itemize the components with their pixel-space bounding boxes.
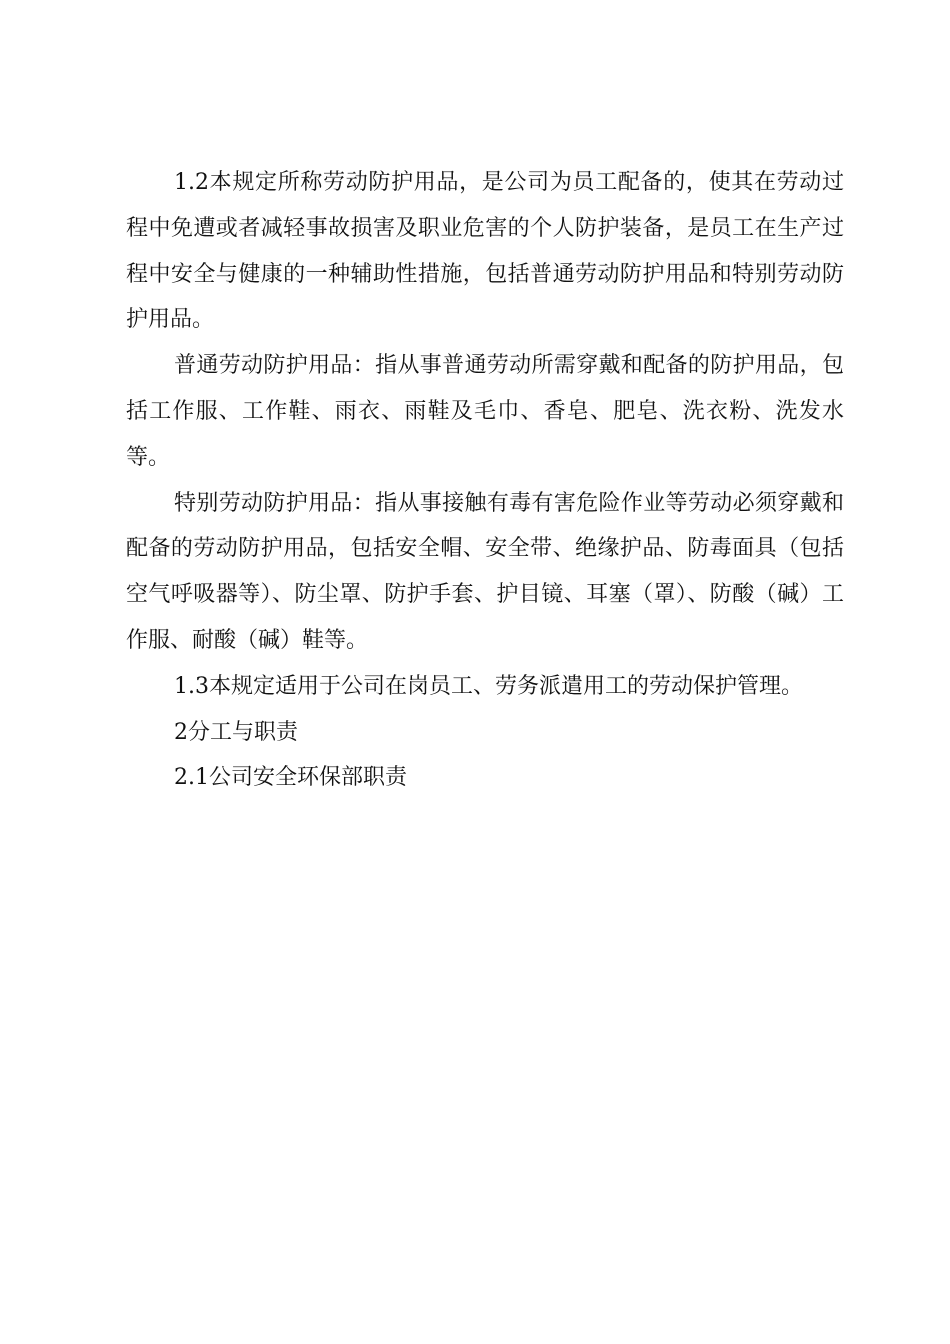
subsection-heading: 2.1公司安全环保部职责 xyxy=(174,765,407,791)
paragraph-ordinary-ppe: 普通劳动防护用品：指从事普通劳动所需穿戴和配备的防护用品，包括工作服、工作鞋、雨衣、雨鞋及毛巾、香皂、肥皂、洗衣粉、洗发水等。 xyxy=(126,353,844,470)
section-heading: 2分工与职责 xyxy=(174,719,298,745)
document-page xyxy=(126,160,844,801)
paragraph-scope: 1.3本规定适用于公司在岗员工、劳务派遣用工的劳动保护管理。 xyxy=(174,673,803,699)
paragraph-special-ppe: 特别劳动防护用品：指从事接触有毒有害危险作业等劳动必须穿戴和配备的劳动防护用品，包括安全帽、安全带、绝缘护品、防毒面具（包括空气呼吸器等）、防尘罩、防护手套、护目镜、耳塞（罩）、防酸（碱）工作服、耐酸（碱）鞋等。 xyxy=(126,490,844,653)
paragraph-definition-ppe: 1.2本规定所称劳动防护用品，是公司为员工配备的，使其在劳动过程中免遭或者减轻事故损害及职业危害的个人防护装备，是员工在生产过程中安全与健康的一种辅助性措施，包括普通劳动防护用品和特别劳动防护用品。 xyxy=(126,170,844,333)
